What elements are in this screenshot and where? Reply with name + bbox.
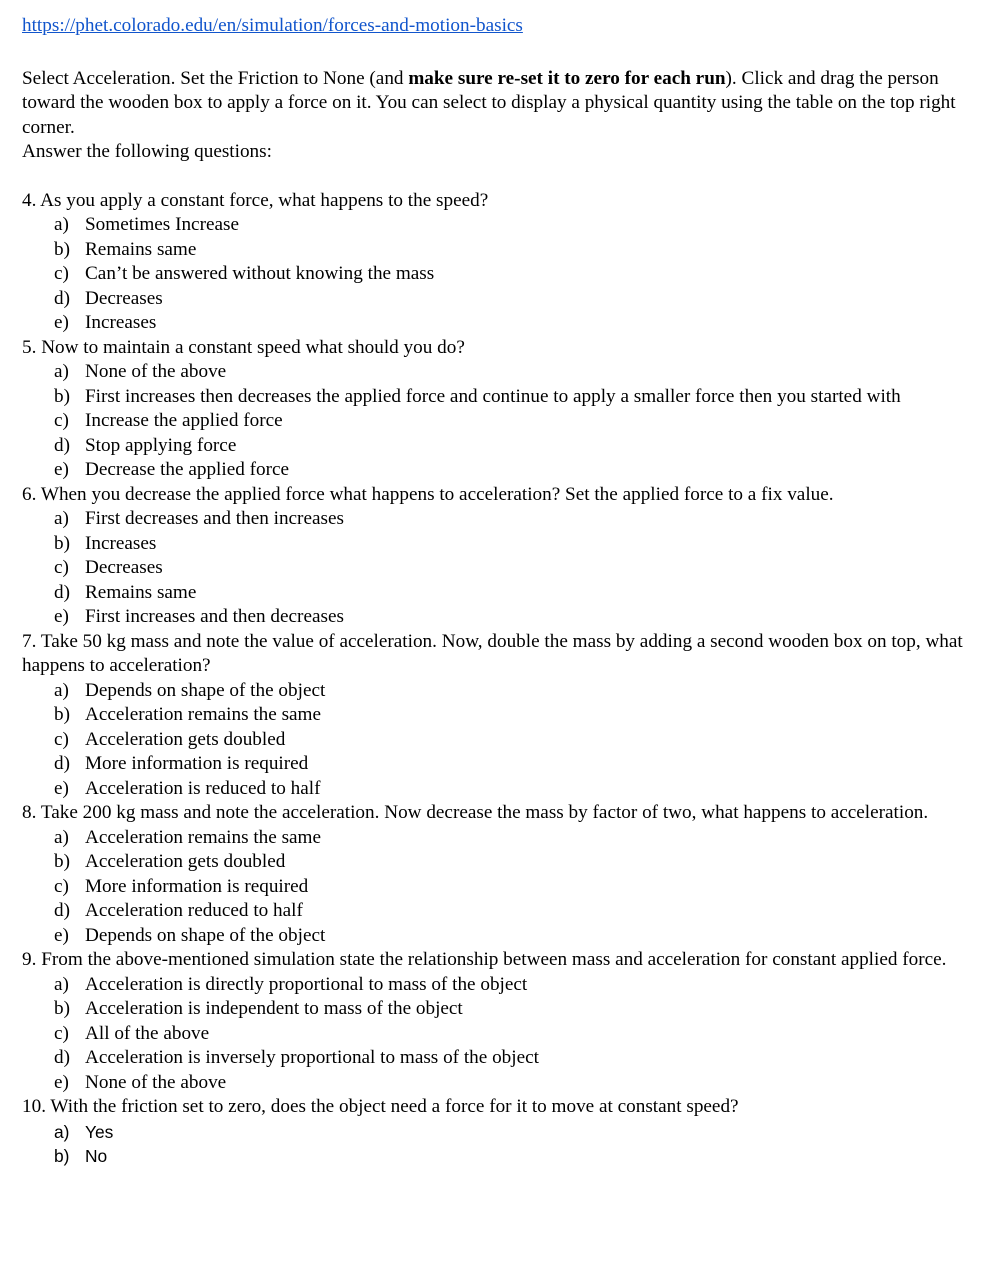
option-letter: a) (54, 361, 69, 382)
option-letter: a) (54, 679, 69, 701)
option-item[interactable] (22, 752, 984, 777)
option-item[interactable] (22, 1120, 984, 1145)
option-text: Stop applying force (85, 434, 237, 456)
option-item[interactable] (22, 875, 984, 900)
option-item[interactable] (22, 1022, 984, 1047)
option-text: First increases and then decreases (85, 606, 344, 627)
option-item[interactable] (22, 507, 984, 532)
option-list (22, 360, 984, 483)
option-text: Acceleration is reduced to half (85, 777, 321, 799)
option-item[interactable] (22, 434, 984, 459)
option-text: Sometimes Increase (85, 214, 239, 235)
option-item[interactable] (22, 287, 984, 312)
option-text: Decreases (85, 287, 163, 309)
option-letter: b) (54, 238, 70, 260)
option-item[interactable] (22, 581, 984, 606)
option-item[interactable] (22, 777, 984, 802)
option-item[interactable] (22, 213, 984, 238)
option-letter: a) (54, 508, 69, 529)
option-letter: a) (54, 1121, 70, 1142)
option-text: All of the above (85, 1022, 210, 1044)
intro-bold-text: make sure re-set it to zero for each run (408, 67, 726, 89)
question-6 (22, 483, 984, 630)
option-text: Acceleration is independent to mass of the object (85, 998, 463, 1019)
option-text: Decreases (85, 557, 163, 578)
option-letter: d) (54, 900, 70, 921)
option-list (22, 1120, 984, 1169)
option-letter: b) (54, 998, 70, 1019)
question-text: 4. As you apply a constant force, what happens to the speed? (22, 189, 489, 211)
option-text: Remains same (85, 238, 197, 260)
option-text: Acceleration remains the same (85, 704, 322, 725)
option-text: Can’t be answered without knowing the mass (85, 263, 435, 284)
option-letter: d) (54, 1047, 70, 1068)
option-item[interactable] (22, 924, 984, 949)
option-item[interactable] (22, 973, 984, 998)
question-text: 6. When you decrease the applied force what happens to acceleration? Set the applied force to a fix value. (22, 483, 834, 505)
option-item[interactable] (22, 409, 984, 434)
option-item[interactable] (22, 1144, 984, 1169)
option-letter: a) (54, 214, 69, 235)
option-letter: e) (54, 777, 69, 799)
simulation-link[interactable]: https://phet.colorado.edu/en/simulation/forces-and-motion-basics (22, 15, 523, 36)
spacer (22, 165, 984, 189)
option-letter: b) (54, 532, 70, 554)
option-list (22, 679, 984, 802)
option-item[interactable] (22, 679, 984, 704)
option-text: Remains same (85, 581, 197, 603)
option-item[interactable] (22, 703, 984, 728)
option-text: Decrease the applied force (85, 459, 290, 480)
option-item[interactable] (22, 728, 984, 753)
option-letter: e) (54, 924, 69, 946)
option-text: Increases (85, 532, 157, 554)
option-item[interactable] (22, 850, 984, 875)
option-letter: b) (54, 851, 70, 872)
option-text: Increases (85, 312, 157, 333)
option-item[interactable] (22, 997, 984, 1022)
option-item[interactable] (22, 262, 984, 287)
option-letter: e) (54, 459, 69, 480)
question-7 (22, 630, 984, 802)
option-letter: b) (54, 385, 70, 407)
option-item[interactable] (22, 826, 984, 851)
option-text: More information is required (85, 753, 309, 774)
option-item[interactable] (22, 899, 984, 924)
question-8 (22, 801, 984, 948)
option-letter: c) (54, 263, 69, 284)
option-item[interactable] (22, 532, 984, 557)
option-letter: c) (54, 410, 69, 431)
option-letter: c) (54, 875, 69, 897)
option-letter: b) (54, 1146, 70, 1166)
option-letter: a) (54, 973, 69, 995)
question-text: 9. From the above-mentioned simulation state the relationship between mass and acceleration for constant applied force. (22, 949, 947, 970)
question-text: 8. Take 200 kg mass and note the acceleration. Now decrease the mass by factor of two, what happens to acceleration. (22, 802, 929, 823)
option-letter: b) (54, 704, 70, 725)
question-9 (22, 948, 984, 1095)
option-text: First increases then decreases the applied force and continue to apply a smaller force then you started with (85, 385, 901, 407)
option-letter: d) (54, 753, 70, 774)
option-text: No (85, 1146, 108, 1166)
option-letter: c) (54, 728, 69, 750)
option-text: Acceleration remains the same (85, 826, 322, 848)
option-text: Acceleration gets doubled (85, 851, 286, 872)
option-text: Acceleration is directly proportional to mass of the object (85, 973, 528, 995)
option-item[interactable] (22, 311, 984, 336)
option-item[interactable] (22, 1071, 984, 1096)
option-text: None of the above (85, 361, 227, 382)
option-text: Yes (85, 1121, 114, 1142)
document-page (22, 14, 984, 1169)
option-letter: d) (54, 581, 70, 603)
option-text: Depends on shape of the object (85, 679, 326, 701)
option-text: Acceleration gets doubled (85, 728, 286, 750)
question-text: 10. With the friction set to zero, does the object need a force for it to move at constant speed? (22, 1096, 739, 1117)
option-letter: e) (54, 1071, 69, 1093)
option-list (22, 507, 984, 630)
option-text: Increase the applied force (85, 410, 283, 431)
option-letter: a) (54, 826, 69, 848)
option-item[interactable] (22, 385, 984, 410)
question-text: 7. Take 50 kg mass and note the value of acceleration. Now, double the mass by adding a second wooden box on top, what happens to acceleration? (22, 630, 963, 676)
option-item[interactable] (22, 605, 984, 630)
option-item[interactable] (22, 238, 984, 263)
option-item[interactable] (22, 458, 984, 483)
option-item[interactable] (22, 556, 984, 581)
intro-text-part1: Select Acceleration. Set the Friction to None (and (22, 67, 409, 89)
option-list (22, 973, 984, 1096)
option-text: Acceleration reduced to half (85, 900, 303, 921)
answer-prompt: Answer the following questions: (22, 141, 272, 162)
option-letter: e) (54, 606, 69, 627)
option-text: None of the above (85, 1071, 227, 1093)
option-list (22, 826, 984, 949)
intro-text-part2: ). Click and drag the person toward the wooden box to apply a force on it. You can select to display a physical quantity using the table on the top right corner. (22, 67, 956, 138)
option-item[interactable] (22, 360, 984, 385)
question-text: 5. Now to maintain a constant speed what should you do? (22, 336, 465, 358)
option-letter: c) (54, 557, 69, 578)
option-item[interactable] (22, 1046, 984, 1071)
option-letter: c) (54, 1022, 69, 1044)
option-text: Acceleration is inversely proportional to mass of the object (85, 1047, 539, 1068)
question-4 (22, 189, 984, 336)
option-letter: d) (54, 287, 70, 309)
option-letter: d) (54, 434, 70, 456)
option-text: Depends on shape of the object (85, 924, 326, 946)
option-letter: e) (54, 312, 69, 333)
option-list (22, 213, 984, 336)
option-text: More information is required (85, 875, 309, 897)
question-5 (22, 336, 984, 483)
intro-paragraph (22, 67, 984, 165)
question-10 (22, 1095, 984, 1169)
option-text: First decreases and then increases (85, 508, 344, 529)
